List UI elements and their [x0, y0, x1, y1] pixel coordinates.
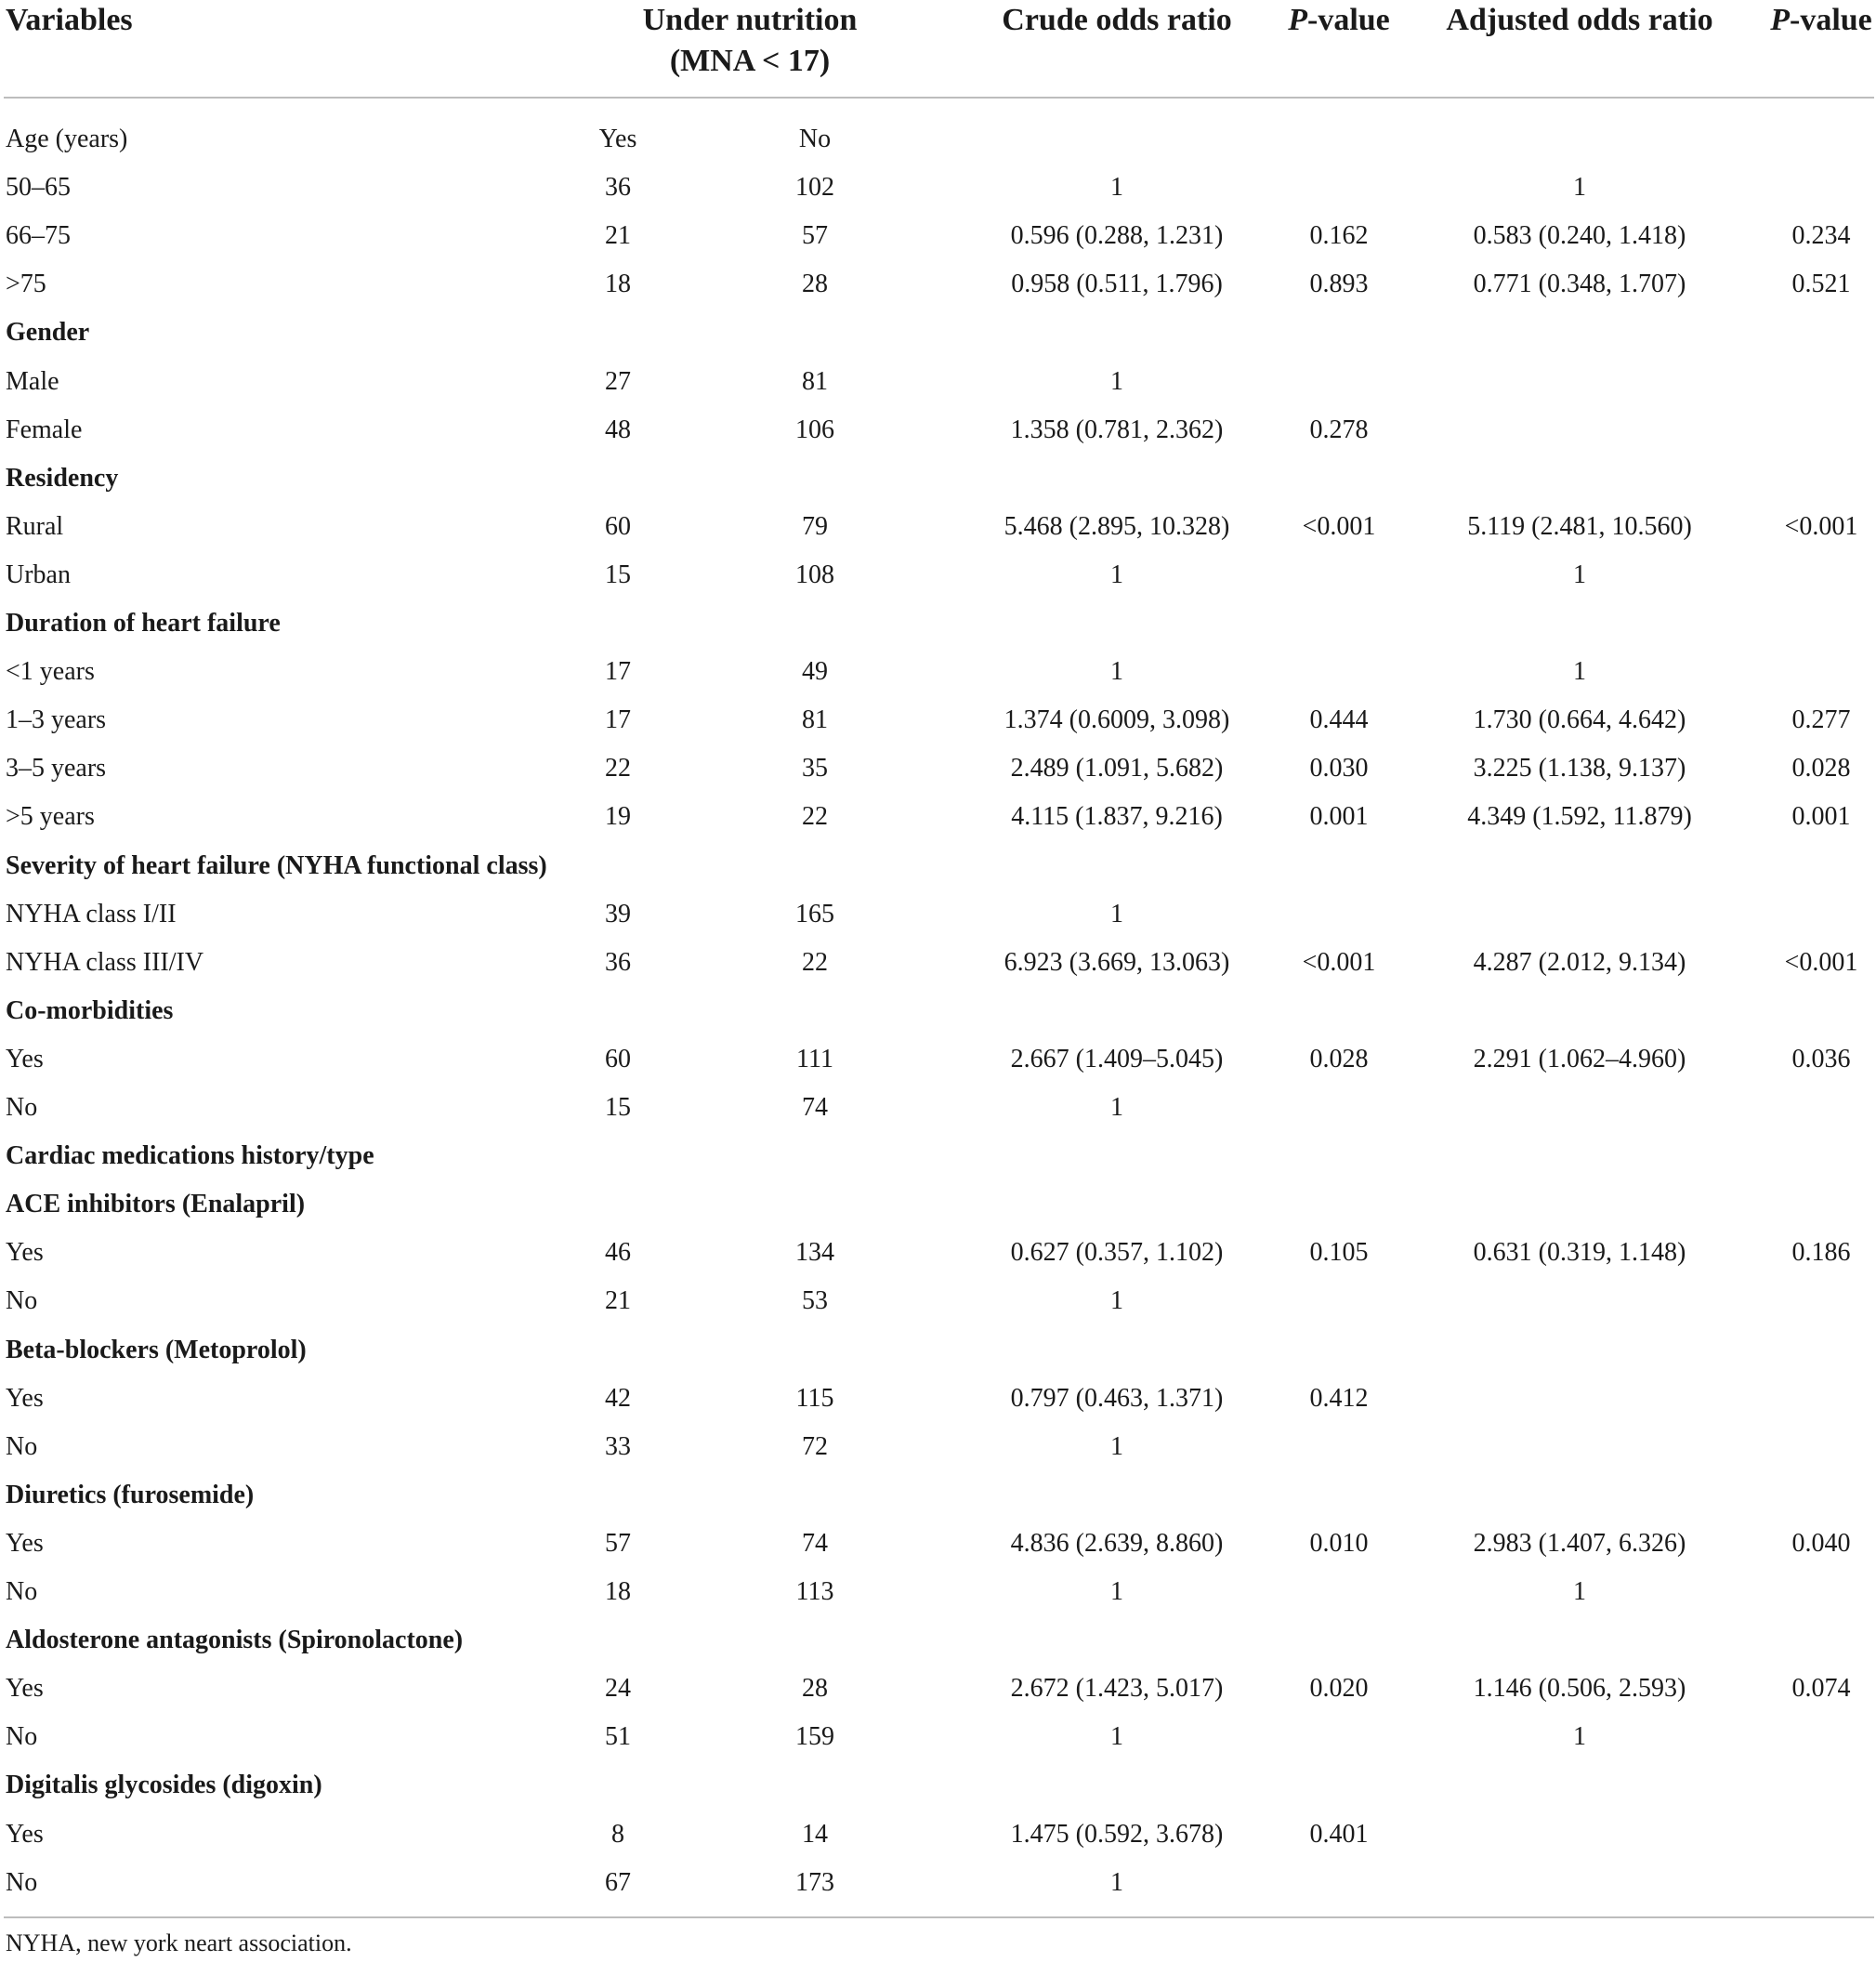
header-under-nutrition-line2: (MNA < 17)	[669, 44, 831, 78]
row-label: No	[6, 1577, 38, 1606]
cell-no: 14	[802, 1819, 828, 1849]
table-row	[0, 1665, 1876, 1713]
row-label: NYHA class III/IV	[6, 947, 204, 977]
cell-adjusted-p: 0.277	[1791, 705, 1851, 735]
row-label: Yes	[6, 1238, 44, 1268]
cell-no: 134	[795, 1238, 834, 1268]
cell-adjusted-or: 0.631 (0.319, 1.148)	[1473, 1238, 1686, 1268]
cell-adjusted-p: 0.036	[1791, 1044, 1851, 1073]
table-row	[0, 1229, 1876, 1277]
header-rule	[4, 97, 1874, 99]
row-label: Urban	[6, 560, 71, 589]
section-row	[0, 454, 1876, 503]
row-label: Female	[6, 415, 83, 444]
cell-adjusted-or: 5.119 (2.481, 10.560)	[1467, 511, 1692, 541]
cell-yes: 18	[605, 270, 631, 299]
cell-crude-p: <0.001	[1302, 511, 1376, 541]
cell-no: 74	[802, 1093, 828, 1122]
cell-no: 74	[802, 1528, 828, 1558]
table-row	[0, 1713, 1876, 1761]
cell-no: 81	[802, 705, 828, 735]
row-label: No	[6, 1093, 38, 1122]
cell-adjusted-or: 2.291 (1.062–4.960)	[1473, 1044, 1686, 1073]
cell-crude-or: 1.374 (0.6009, 3.098)	[1004, 705, 1230, 735]
cell-yes: 36	[605, 947, 631, 977]
cell-yes: Yes	[598, 125, 637, 153]
row-label: 66–75	[6, 221, 71, 251]
cell-crude-or: 0.596 (0.288, 1.231)	[1010, 221, 1224, 251]
row-label: Yes	[6, 1674, 44, 1704]
header-under-nutrition	[643, 0, 858, 82]
cell-yes: 18	[605, 1577, 631, 1606]
header-crude-p	[1288, 0, 1390, 41]
cell-adjusted-p: 0.040	[1791, 1528, 1851, 1558]
cell-crude-or: 2.667 (1.409–5.045)	[1010, 1044, 1224, 1073]
cell-crude-or: 1	[1110, 899, 1123, 928]
cell-no: 113	[795, 1577, 834, 1606]
row-label: >75	[6, 270, 46, 299]
cell-no: No	[798, 125, 832, 153]
table-footnote: NYHA, new york neart association.	[6, 1929, 352, 1956]
cell-crude-or: 1	[1110, 366, 1123, 396]
cell-yes: 15	[605, 1093, 631, 1122]
table-row	[0, 551, 1876, 599]
cell-yes: 8	[611, 1819, 624, 1849]
cell-adjusted-or: 4.349 (1.592, 11.879)	[1467, 802, 1692, 832]
cell-no: 108	[795, 560, 834, 589]
cell-no: 53	[802, 1286, 828, 1316]
cell-yes: 17	[605, 657, 631, 687]
table-row	[0, 1035, 1876, 1084]
cell-no: 81	[802, 366, 828, 396]
section-row	[0, 1180, 1876, 1229]
section-row	[0, 309, 1876, 357]
table-row	[0, 1277, 1876, 1325]
cell-yes: 19	[605, 802, 631, 832]
cell-crude-p: 0.030	[1309, 754, 1369, 783]
section-row	[0, 1761, 1876, 1810]
cell-no: 22	[802, 947, 828, 977]
cell-adjusted-p: <0.001	[1784, 947, 1858, 977]
cell-yes: 39	[605, 899, 631, 928]
cell-yes: 24	[605, 1674, 631, 1704]
cell-no: 111	[796, 1044, 833, 1073]
section-row	[0, 1616, 1876, 1665]
header-adjusted-or: Adjusted odds ratio	[1446, 3, 1713, 37]
cell-crude-or: 1	[1110, 1722, 1123, 1752]
header-under-nutrition-line1: Under nutrition	[642, 3, 858, 37]
section-label: Gender	[6, 318, 90, 348]
table-row	[0, 212, 1876, 260]
section-row	[0, 1132, 1876, 1180]
cell-no: 28	[802, 1674, 828, 1704]
header-adj-p-rest: -value	[1790, 3, 1872, 37]
table-row	[0, 1423, 1876, 1471]
row-label: Age (years)	[6, 125, 128, 153]
cell-yes: 21	[605, 1286, 631, 1316]
cell-crude-p: 0.444	[1309, 705, 1369, 735]
section-row	[0, 599, 1876, 648]
cell-adjusted-or: 1.730 (0.664, 4.642)	[1473, 705, 1686, 735]
row-label: No	[6, 1722, 38, 1752]
cell-crude-or: 1	[1110, 657, 1123, 687]
table-row	[0, 1375, 1876, 1423]
section-label: Residency	[6, 463, 119, 493]
cell-adjusted-or: 0.583 (0.240, 1.418)	[1473, 221, 1686, 251]
cell-crude-p: 0.105	[1309, 1238, 1369, 1268]
cell-yes: 46	[605, 1238, 631, 1268]
cell-adjusted-or: 0.771 (0.348, 1.707)	[1473, 270, 1686, 299]
cell-crude-or: 4.115 (1.837, 9.216)	[1011, 802, 1223, 832]
cell-crude-or: 1	[1110, 173, 1123, 203]
cell-adjusted-or: 2.983 (1.407, 6.326)	[1473, 1528, 1686, 1558]
section-label: Duration of heart failure	[6, 609, 281, 638]
cell-adjusted-p: 0.028	[1791, 754, 1851, 783]
row-label: 50–65	[6, 173, 71, 203]
cell-crude-p: 0.893	[1309, 270, 1369, 299]
table-row	[0, 939, 1876, 987]
cell-adjusted-or: 3.225 (1.138, 9.137)	[1473, 754, 1686, 783]
row-label: Yes	[6, 1383, 44, 1413]
cell-no: 79	[802, 511, 828, 541]
cell-no: 49	[802, 657, 828, 687]
cell-no: 57	[802, 221, 828, 251]
cell-crude-p: 0.010	[1309, 1528, 1369, 1558]
cell-adjusted-or: 1	[1573, 1577, 1586, 1606]
cell-yes: 48	[605, 415, 631, 444]
row-label: <1 years	[6, 657, 95, 687]
cell-yes: 17	[605, 705, 631, 735]
row-label: NYHA class I/II	[6, 899, 177, 928]
cell-crude-p: 0.028	[1309, 1044, 1369, 1073]
cell-adjusted-or: 4.287 (2.012, 9.134)	[1473, 947, 1686, 977]
table-row	[0, 164, 1876, 212]
section-row	[0, 842, 1876, 890]
cell-crude-or: 1.358 (0.781, 2.362)	[1010, 415, 1224, 444]
cell-no: 106	[795, 415, 834, 444]
cell-yes: 36	[605, 173, 631, 203]
cell-crude-p: 0.162	[1309, 221, 1369, 251]
row-label: >5 years	[6, 802, 95, 832]
table-row	[0, 260, 1876, 309]
section-label: Digitalis glycosides (digoxin)	[6, 1771, 322, 1800]
table-row	[0, 1859, 1876, 1907]
table-row	[0, 744, 1876, 793]
cell-crude-p: 0.001	[1309, 802, 1369, 832]
cell-adjusted-p: 0.186	[1791, 1238, 1851, 1268]
cell-crude-or: 1	[1110, 1431, 1123, 1461]
cell-crude-or: 2.489 (1.091, 5.682)	[1010, 754, 1224, 783]
row-label: Rural	[6, 511, 64, 541]
footer-rule	[4, 1916, 1874, 1918]
table-row	[0, 1520, 1876, 1568]
cell-crude-or: 1.475 (0.592, 3.678)	[1010, 1819, 1224, 1849]
table-row	[0, 1084, 1876, 1132]
table-row	[0, 406, 1876, 454]
header-adj-p-italic: P	[1770, 3, 1790, 37]
row-label: No	[6, 1286, 38, 1316]
cell-crude-or: 1	[1110, 1867, 1123, 1897]
row-label: Yes	[6, 1044, 44, 1073]
row-label: 3–5 years	[6, 754, 107, 783]
cell-yes: 42	[605, 1383, 631, 1413]
cell-yes: 15	[605, 560, 631, 589]
cell-crude-or: 0.627 (0.357, 1.102)	[1010, 1238, 1224, 1268]
section-label: Beta-blockers (Metoprolol)	[6, 1335, 307, 1364]
row-label: No	[6, 1867, 38, 1897]
cell-crude-or: 2.672 (1.423, 5.017)	[1010, 1674, 1224, 1704]
cell-no: 22	[802, 802, 828, 832]
cell-no: 159	[795, 1722, 834, 1752]
table-row	[0, 358, 1876, 406]
row-label: Yes	[6, 1528, 44, 1558]
cell-adjusted-or: 1	[1573, 560, 1586, 589]
cell-crude-or: 0.958 (0.511, 1.796)	[1011, 270, 1223, 299]
cell-crude-p: 0.412	[1309, 1383, 1369, 1413]
section-row	[0, 1326, 1876, 1375]
cell-yes: 33	[605, 1431, 631, 1461]
cell-adjusted-or: 1.146 (0.506, 2.593)	[1473, 1674, 1686, 1704]
cell-no: 165	[795, 899, 834, 928]
cell-adjusted-p: <0.001	[1784, 511, 1858, 541]
cell-no: 35	[802, 754, 828, 783]
section-label: Co-morbidities	[6, 995, 174, 1025]
cell-yes: 27	[605, 366, 631, 396]
cell-crude-or: 1	[1110, 1093, 1123, 1122]
table-row	[0, 1811, 1876, 1859]
cell-crude-p: 0.278	[1309, 415, 1369, 444]
cell-crude-or: 4.836 (2.639, 8.860)	[1010, 1528, 1224, 1558]
cell-adjusted-or: 1	[1573, 1722, 1586, 1752]
cell-no: 173	[795, 1867, 834, 1897]
section-label: Aldosterone antagonists (Spironolactone)	[6, 1626, 464, 1655]
header-adj-p	[1770, 0, 1872, 41]
table-row	[0, 1568, 1876, 1616]
cell-yes: 60	[605, 1044, 631, 1073]
cell-no: 115	[795, 1383, 834, 1413]
cell-crude-or: 6.923 (3.669, 13.063)	[1004, 947, 1230, 977]
cell-crude-or: 0.797 (0.463, 1.371)	[1010, 1383, 1224, 1413]
cell-yes: 21	[605, 221, 631, 251]
header-crude-p-rest: -value	[1307, 3, 1390, 37]
cell-crude-or: 1	[1110, 1286, 1123, 1316]
row-label: Male	[6, 366, 59, 396]
section-label: ACE inhibitors (Enalapril)	[6, 1190, 306, 1219]
table-row	[0, 793, 1876, 841]
cell-yes: 22	[605, 754, 631, 783]
header-crude-p-italic: P	[1288, 3, 1307, 37]
cell-adjusted-or: 1	[1573, 657, 1586, 687]
cell-crude-p: 0.401	[1309, 1819, 1369, 1849]
cell-yes: 67	[605, 1867, 631, 1897]
cell-yes: 51	[605, 1722, 631, 1752]
table-row	[0, 648, 1876, 696]
cell-adjusted-p: 0.521	[1791, 270, 1851, 299]
cell-yes: 57	[605, 1528, 631, 1558]
cell-no: 102	[795, 173, 834, 203]
cell-adjusted-or: 1	[1573, 173, 1586, 203]
cell-no: 28	[802, 270, 828, 299]
row-label: 1–3 years	[6, 705, 107, 735]
cell-adjusted-p: 0.001	[1791, 802, 1851, 832]
row-label: No	[6, 1431, 38, 1461]
table-header	[0, 0, 1876, 99]
row-label: Yes	[6, 1819, 44, 1849]
section-label: Severity of heart failure (NYHA functional class)	[6, 850, 547, 880]
table-row	[0, 890, 1876, 939]
cell-adjusted-p: 0.234	[1791, 221, 1851, 251]
table-row	[0, 115, 1876, 164]
cell-crude-or: 5.468 (2.895, 10.328)	[1004, 511, 1230, 541]
cell-adjusted-p: 0.074	[1791, 1674, 1851, 1704]
cell-crude-p: <0.001	[1302, 947, 1376, 977]
section-label: Cardiac medications history/type	[6, 1141, 374, 1171]
cell-crude-or: 1	[1110, 1577, 1123, 1606]
table-row	[0, 696, 1876, 744]
header-crude-or: Crude odds ratio	[1002, 3, 1232, 37]
header-variables: Variables	[6, 3, 133, 37]
section-row	[0, 987, 1876, 1035]
section-row	[0, 1471, 1876, 1520]
cell-yes: 60	[605, 511, 631, 541]
table-row	[0, 503, 1876, 551]
cell-crude-or: 1	[1110, 560, 1123, 589]
cell-crude-p: 0.020	[1309, 1674, 1369, 1704]
section-label: Diuretics (furosemide)	[6, 1480, 255, 1509]
cell-no: 72	[802, 1431, 828, 1461]
